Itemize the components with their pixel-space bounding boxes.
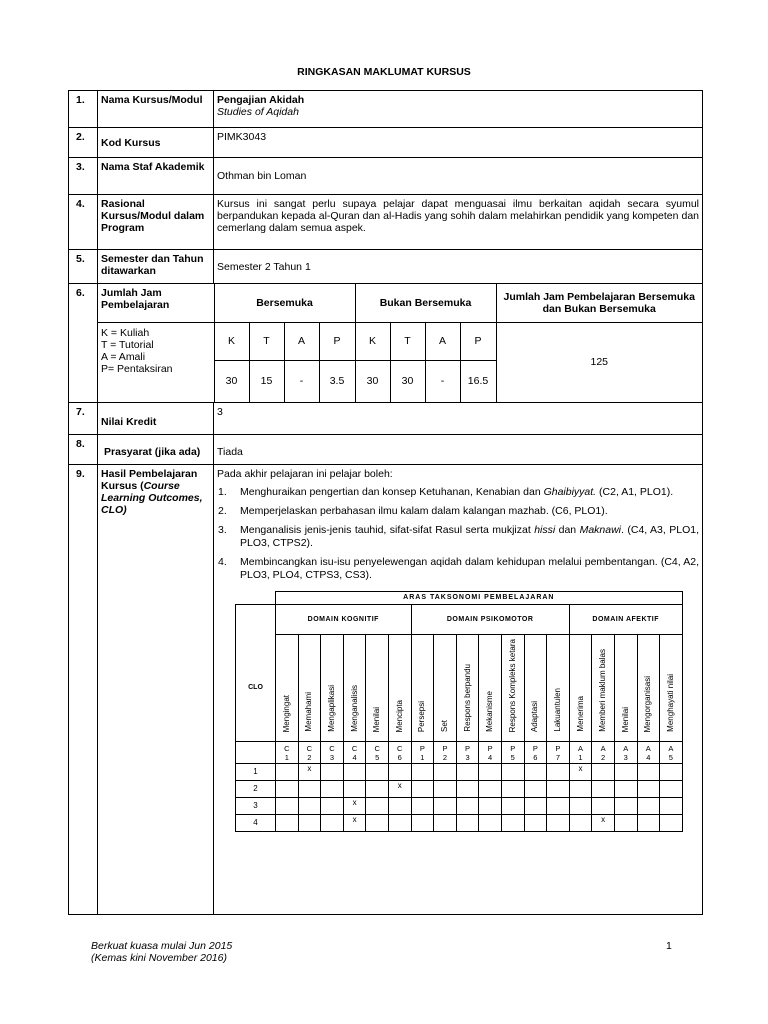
taxonomy-level — [569, 635, 592, 742]
taxonomy-level-label: Memahami — [304, 692, 314, 732]
item-text-italic: hissi — [534, 524, 556, 536]
taxonomy-mark — [501, 781, 524, 798]
code-letter: P — [510, 743, 516, 753]
taxonomy-mark — [660, 764, 683, 781]
taxonomy-mark: x — [592, 815, 615, 832]
row-label: Prasyarat (jika ada) — [98, 435, 214, 465]
taxonomy-level — [411, 635, 434, 742]
item-number: 1. — [218, 486, 227, 498]
row-semester — [69, 250, 703, 284]
taxonomy-mark — [614, 781, 637, 798]
domain-psychomotor: DOMAIN PSIKOMOTOR — [411, 605, 569, 635]
code-number: 5 — [375, 752, 380, 762]
taxonomy-code — [388, 742, 411, 764]
taxonomy-mark — [411, 764, 434, 781]
hours-value: - — [425, 360, 460, 402]
code-letter: A — [578, 743, 584, 753]
taxonomy-mark — [479, 815, 502, 832]
row-course-code — [69, 128, 703, 158]
footer-effective-date — [91, 940, 232, 964]
code-letter: C — [284, 743, 290, 753]
taxonomy-mark — [321, 764, 344, 781]
taxonomy-mark: x — [569, 764, 592, 781]
row-label: Semester dan Tahun ditawarkan — [98, 250, 214, 284]
taxonomy-level-label: Set — [439, 719, 449, 732]
row-label — [98, 465, 214, 915]
item-text: Memperjelaskan perbahasan ilmu kalam dalam kalangan mazhab. (C6, PLO1). — [240, 505, 608, 517]
taxonomy-mark — [592, 764, 615, 781]
taxonomy-mark — [479, 764, 502, 781]
row-label: Nama Kursus/Modul — [98, 91, 214, 128]
row-label: Nama Staf Akademik — [98, 158, 214, 195]
code-letter: C — [351, 743, 358, 753]
taxonomy-level — [321, 635, 344, 742]
staff-name: Othman bin Loman — [214, 158, 703, 195]
taxonomy-mark — [434, 815, 457, 832]
taxonomy-code — [411, 742, 434, 764]
header-total-hours: Jumlah Jam Pembelajaran Bersemuka dan Bukan Bersemuka — [496, 284, 702, 322]
taxonomy-level — [343, 635, 366, 742]
legend-item: K = Kuliah — [101, 326, 150, 339]
clo-label-italic: Course Learning Outcomes, CLO) — [101, 480, 203, 516]
taxonomy-mark — [637, 781, 660, 798]
taxonomy-mark — [547, 781, 570, 798]
code-number: 2 — [601, 752, 606, 762]
taxonomy-mark — [343, 764, 366, 781]
row-number: 1. — [69, 91, 98, 128]
row-number: 7. — [69, 403, 98, 435]
taxonomy-code — [524, 742, 547, 764]
taxonomy-mark — [456, 781, 479, 798]
code-letter: A — [668, 743, 674, 753]
taxonomy-mark — [547, 798, 570, 815]
taxonomy-code — [592, 742, 615, 764]
taxonomy-mark — [547, 815, 570, 832]
row-number: 9. — [69, 465, 98, 915]
item-number: 3. — [218, 524, 227, 536]
total-hours: 125 — [496, 322, 702, 402]
item-text: Menganalisis jenis-jenis tauhid, sifat-sifat Rasul serta mukjizat — [240, 524, 535, 536]
code-letter: P — [419, 743, 425, 753]
code-letter: P — [555, 743, 561, 753]
legend — [98, 322, 214, 402]
taxonomy-mark — [569, 815, 592, 832]
legend-item: A = Amali — [101, 350, 146, 363]
code-number: 2 — [442, 752, 448, 762]
col-header: K — [355, 322, 390, 360]
footer-line: Berkuat kuasa mulai Jun 2015 — [91, 940, 233, 952]
taxonomy-mark — [524, 815, 547, 832]
taxonomy-code — [637, 742, 660, 764]
list-item — [217, 556, 699, 582]
row-clo — [69, 465, 703, 915]
taxonomy-mark — [276, 764, 299, 781]
taxonomy-mark — [366, 781, 389, 798]
taxonomy-code — [479, 742, 502, 764]
taxonomy-level — [524, 635, 547, 742]
course-info-table — [68, 90, 703, 915]
taxonomy-level — [592, 635, 615, 742]
code-number: 6 — [397, 752, 402, 762]
taxonomy-mark — [321, 798, 344, 815]
code-number: 3 — [465, 752, 470, 762]
taxonomy-mark — [298, 781, 321, 798]
code-number: 6 — [533, 752, 538, 762]
taxonomy-code — [321, 742, 344, 764]
domain-affective: DOMAIN AFEKTIF — [569, 605, 682, 635]
hours-value: 30 — [390, 360, 425, 402]
taxonomy-mark — [524, 764, 547, 781]
taxonomy-mark — [434, 781, 457, 798]
row-number: 3. — [69, 158, 98, 195]
row-number: 2. — [69, 128, 98, 158]
taxonomy-code — [547, 742, 570, 764]
taxonomy-mark — [479, 781, 502, 798]
taxonomy-level-label: Mencipta — [394, 699, 404, 732]
taxonomy-mark — [614, 815, 637, 832]
code-letter: C — [374, 743, 380, 753]
row-number: 8. — [69, 435, 98, 465]
row-credit — [69, 403, 703, 435]
row-number: 4. — [69, 195, 98, 250]
taxonomy-mark — [614, 798, 637, 815]
hours-value: 15 — [249, 360, 284, 402]
semester-value: Semester 2 Tahun 1 — [214, 250, 703, 284]
taxonomy-level — [637, 635, 660, 742]
code-number: 2 — [307, 752, 312, 762]
taxonomy-level-label: Menilai — [620, 706, 630, 732]
taxonomy-level — [547, 635, 570, 742]
taxonomy-level — [388, 635, 411, 742]
table-row — [236, 815, 683, 832]
taxonomy-level-label: Menilai — [372, 706, 382, 732]
item-text-italic: Ghaibiyyat. — [543, 486, 597, 498]
col-header: P — [319, 322, 355, 360]
table-row — [236, 764, 683, 781]
row-number: 6. — [69, 284, 98, 403]
taxonomy-code — [434, 742, 457, 764]
code-letter: P — [532, 743, 538, 753]
taxonomy-mark — [547, 764, 570, 781]
course-name: Pengajian Akidah — [217, 94, 305, 106]
taxonomy-mark — [388, 764, 411, 781]
taxonomy-mark — [411, 815, 434, 832]
clo-label: Hasil Pembelajaran Kursus ( — [101, 468, 198, 492]
taxonomy-mark — [276, 815, 299, 832]
hours-value: 30 — [214, 360, 249, 402]
taxonomy-mark — [456, 815, 479, 832]
code-number: 4 — [488, 752, 493, 762]
taxonomy-level — [660, 635, 683, 742]
table-row — [236, 798, 683, 815]
clo-number: 4 — [236, 815, 276, 832]
clo-header: CLO — [236, 635, 276, 742]
row-value — [214, 91, 703, 128]
code-letter: C — [397, 743, 403, 753]
taxonomy-mark — [298, 798, 321, 815]
code-number: 3 — [623, 752, 628, 762]
item-number: 2. — [218, 505, 227, 517]
hours-value: 3.5 — [319, 360, 355, 402]
col-header: T — [390, 322, 425, 360]
code-number: 1 — [284, 752, 289, 762]
taxonomy-mark — [660, 798, 683, 815]
taxonomy-level-label: Respons berpandu — [462, 664, 472, 732]
taxonomy-mark — [276, 798, 299, 815]
course-name-english: Studies of Aqidah — [217, 106, 299, 118]
taxonomy-mark — [637, 798, 660, 815]
taxonomy-mark — [321, 781, 344, 798]
item-text: dan — [555, 524, 580, 536]
legend-item: T = Tutorial — [101, 338, 154, 351]
item-text: Menghuraikan pengertian dan konsep Ketuhanan, Kenabian dan — [240, 486, 544, 498]
taxonomy-level — [276, 635, 299, 742]
course-code: PIMK3043 — [214, 128, 703, 158]
clo-list — [217, 486, 699, 582]
hours-cell — [98, 284, 703, 403]
taxonomy-mark — [343, 781, 366, 798]
taxonomy-mark — [366, 815, 389, 832]
code-letter: P — [487, 743, 493, 753]
row-staff — [69, 158, 703, 195]
taxonomy-title: ARAS TAKSONOMI PEMBELAJARAN — [276, 592, 683, 605]
item-number: 4. — [218, 556, 227, 568]
item-text: Membincangkan isu-isu penyelewengan aqidah dalam kehidupan melalui pembentangan. (C4, A2, PLO3, PLO4, CTPS3, CS3). — [240, 556, 699, 581]
prerequisite-value: Tiada — [214, 435, 703, 465]
list-item — [217, 505, 699, 518]
taxonomy-level-label: Mengingat — [281, 694, 291, 732]
clo-intro: Pada akhir pelajaran ini pelajar boleh: — [217, 468, 393, 480]
taxonomy-mark — [614, 764, 637, 781]
taxonomy-code — [276, 742, 299, 764]
taxonomy-code — [298, 742, 321, 764]
taxonomy-level-label: Mekanisme — [485, 691, 495, 732]
taxonomy-level-label: Menerima — [575, 696, 585, 732]
code-letter: A — [600, 743, 606, 753]
hours-table — [98, 284, 702, 402]
item-text-italic: Maknawi — [579, 524, 622, 536]
taxonomy-level-label: Mengorganisasi — [643, 675, 653, 732]
taxonomy-mark: x — [298, 764, 321, 781]
taxonomy-mark: x — [343, 798, 366, 815]
code-number: 4 — [352, 752, 357, 762]
credit-value: 3 — [214, 403, 703, 435]
row-hours — [69, 284, 703, 403]
taxonomy-level — [434, 635, 457, 742]
hours-value: 16.5 — [460, 360, 496, 402]
document-title: RINGKASAN MAKLUMAT KURSUS — [297, 66, 471, 78]
taxonomy-mark — [592, 798, 615, 815]
taxonomy-mark — [660, 815, 683, 832]
taxonomy-mark — [569, 781, 592, 798]
taxonomy-mark — [479, 798, 502, 815]
taxonomy-code — [569, 742, 592, 764]
code-number: 1 — [420, 752, 425, 762]
taxonomy-code — [343, 742, 366, 764]
taxonomy-mark — [660, 781, 683, 798]
taxonomy-code — [614, 742, 637, 764]
code-letter: A — [645, 743, 651, 753]
taxonomy-level-label: Memberi maklum balas — [598, 649, 608, 732]
taxonomy-mark — [524, 798, 547, 815]
clo-content — [214, 465, 703, 915]
taxonomy-level-label: Menganalisis — [349, 685, 359, 732]
taxonomy-code — [456, 742, 479, 764]
legend-item: P= Pentaksiran — [101, 362, 173, 375]
hours-value: - — [284, 360, 319, 402]
col-header: T — [249, 322, 284, 360]
code-letter: C — [306, 743, 313, 753]
taxonomy-mark — [456, 764, 479, 781]
taxonomy-mark: x — [388, 781, 411, 798]
taxonomy-level — [298, 635, 321, 742]
code-number: 1 — [578, 752, 583, 762]
col-header: A — [284, 322, 319, 360]
code-letter: A — [623, 743, 629, 753]
taxonomy-mark — [388, 798, 411, 815]
taxonomy-mark — [366, 764, 389, 781]
taxonomy-level-label: Mengaplikasi — [326, 685, 336, 732]
taxonomy-level-label: Lakuantulen — [552, 688, 562, 732]
row-label: Rasional Kursus/Modul dalam Program — [98, 195, 214, 250]
code-letter: P — [465, 743, 471, 753]
taxonomy-code — [501, 742, 524, 764]
code-number: 5 — [668, 752, 673, 762]
taxonomy-mark — [411, 798, 434, 815]
taxonomy-code — [660, 742, 683, 764]
code-number: 5 — [510, 752, 515, 762]
rationale-text: Kursus ini sangat perlu supaya pelajar dapat menguasai ilmu berkaitan aqidah secara syumul berpandukan kepada al-Quran dan al-Hadis yang sohih dalam melahirkan pendidik yang kompeten dan cemerlang dalam semua aspek. — [214, 195, 703, 250]
footer-line: (Kemas kini November 2016) — [91, 952, 227, 964]
code-letter: C — [329, 743, 335, 753]
taxonomy-table — [235, 591, 683, 832]
taxonomy-level — [501, 635, 524, 742]
clo-number: 1 — [236, 764, 276, 781]
taxonomy-mark — [501, 764, 524, 781]
taxonomy-mark — [298, 815, 321, 832]
taxonomy-mark — [637, 764, 660, 781]
taxonomy-code — [366, 742, 389, 764]
col-header: P — [460, 322, 496, 360]
code-number: 4 — [646, 752, 651, 762]
taxonomy-mark: x — [343, 815, 366, 832]
taxonomy-level — [614, 635, 637, 742]
taxonomy-mark — [524, 781, 547, 798]
code-number: 7 — [555, 752, 560, 762]
taxonomy-mark — [501, 798, 524, 815]
code-number: 3 — [329, 752, 335, 762]
row-course-name — [69, 91, 703, 128]
taxonomy-level — [366, 635, 389, 742]
table-row — [236, 781, 683, 798]
taxonomy-level — [456, 635, 479, 742]
col-header: K — [214, 322, 249, 360]
taxonomy-level-label: Persepsi — [417, 700, 427, 732]
taxonomy-mark — [637, 815, 660, 832]
taxonomy-mark — [411, 781, 434, 798]
item-text: (C2, A1, PLO1). — [596, 486, 674, 498]
row-label: Jumlah Jam Pembelajaran — [98, 284, 214, 322]
taxonomy-mark — [592, 781, 615, 798]
taxonomy-mark — [276, 781, 299, 798]
taxonomy-level-label: Respons Kompleks ketara — [507, 638, 517, 732]
hours-value: 30 — [355, 360, 390, 402]
taxonomy-level — [479, 635, 502, 742]
taxonomy-level-label: Adaptasi — [530, 700, 540, 732]
taxonomy-mark — [434, 798, 457, 815]
list-item — [217, 486, 699, 499]
taxonomy-mark — [388, 815, 411, 832]
taxonomy-mark — [569, 798, 592, 815]
clo-number: 3 — [236, 798, 276, 815]
row-prerequisite — [69, 435, 703, 465]
header-bersemuka: Bersemuka — [214, 284, 355, 322]
row-rationale — [69, 195, 703, 250]
domain-cognitive: DOMAIN KOGNITIF — [276, 605, 412, 635]
taxonomy-mark — [366, 798, 389, 815]
taxonomy-mark — [501, 815, 524, 832]
list-item — [217, 524, 699, 550]
col-header: A — [425, 322, 460, 360]
page-number: 1 — [666, 940, 672, 952]
taxonomy-level-label: Menghayati nilai — [665, 674, 675, 732]
header-bukan-bersemuka: Bukan Bersemuka — [355, 284, 496, 322]
row-number: 5. — [69, 250, 98, 284]
taxonomy-mark — [434, 764, 457, 781]
row-label: Kod Kursus — [98, 128, 214, 158]
taxonomy-mark — [321, 815, 344, 832]
row-label: Nilai Kredit — [98, 403, 214, 435]
item-text: . (C4, A3, PLO1, PLO3, CTPS2). — [240, 524, 699, 549]
code-letter: P — [442, 743, 448, 753]
taxonomy-mark — [456, 798, 479, 815]
clo-number: 2 — [236, 781, 276, 798]
